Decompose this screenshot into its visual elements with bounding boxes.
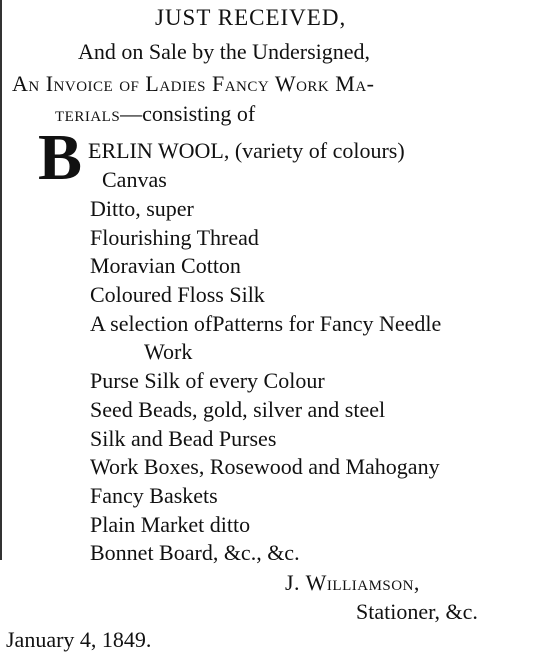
subheading: And on Sale by the Undersigned, (78, 39, 371, 64)
date: January 4, 1849. (6, 627, 152, 652)
item-moravian-cotton: Moravian Cotton (90, 253, 241, 278)
item-seed-beads: Seed Beads, gold, silver and steel (90, 397, 386, 422)
signature-name: J. Williamson, (285, 570, 420, 595)
item-canvas: Canvas (102, 167, 167, 192)
item-berlin-wool: ERLIN WOOL, (variety of colours) (88, 138, 405, 163)
item-plain-market: Plain Market ditto (90, 512, 251, 537)
item-fancy-baskets: Fancy Baskets (90, 483, 218, 508)
item-bonnet-board: Bonnet Board, &c., &c. (90, 540, 300, 565)
intro-line-2-rest: —consisting of (120, 101, 256, 126)
intro-line-2-caps: terials (55, 101, 121, 126)
column-rule (0, 0, 2, 560)
item-work-boxes: Work Boxes, Rosewood and Mahogany (90, 454, 440, 479)
item-flourishing-thread: Flourishing Thread (90, 225, 259, 250)
item-ditto-super: Ditto, super (90, 196, 194, 221)
drop-cap: B (38, 121, 83, 194)
signature-title: Stationer, &c. (356, 599, 478, 624)
intro-line-1: An Invoice of Ladies Fancy Work Ma- (12, 71, 375, 96)
item-silk-bead-purses: Silk and Bead Purses (90, 426, 277, 451)
item-patterns-line-1: A selection ofPatterns for Fancy Needle (90, 311, 442, 336)
heading: JUST RECEIVED, (155, 5, 347, 30)
item-coloured-floss-silk: Coloured Floss Silk (90, 282, 265, 307)
intro-line-2 (55, 101, 255, 127)
item-purse-silk: Purse Silk of every Colour (90, 368, 325, 393)
item-patterns-line-2: Work (144, 339, 193, 364)
